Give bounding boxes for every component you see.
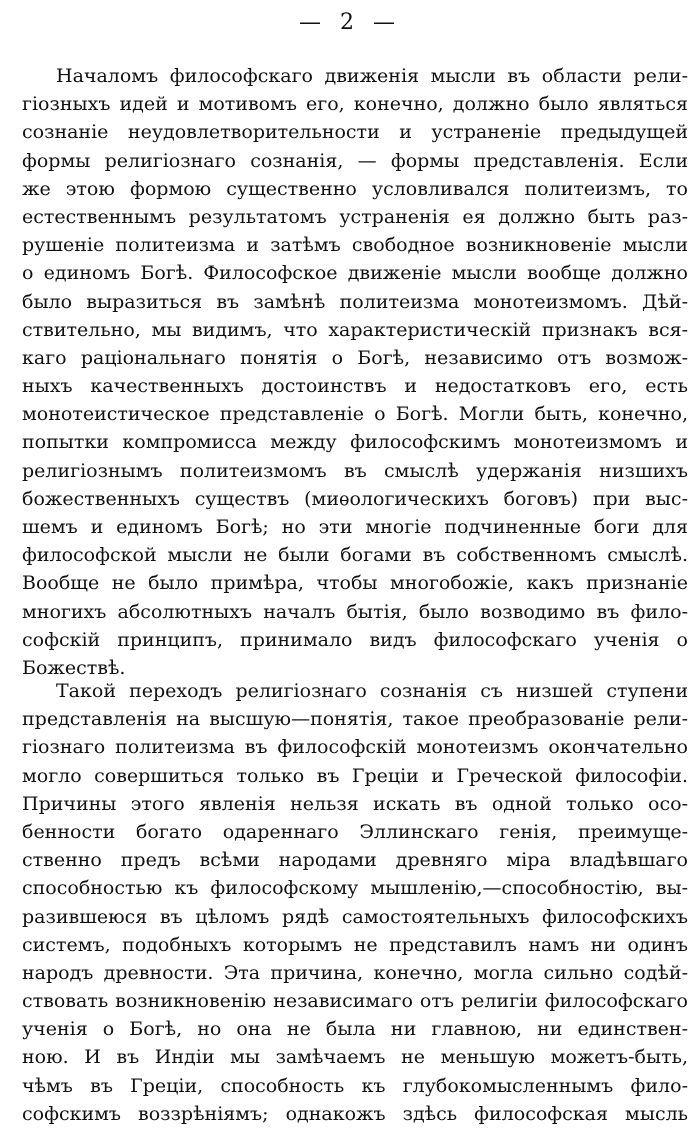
text-line: божественныхъ существъ (миѳологическихъ боговъ) при выс- xyxy=(22,487,688,510)
text-line: рушеніе политеизма и затѣмъ свободное возникновеніе мысли xyxy=(22,234,688,257)
text-line: Вообще не было примѣра, чтобы многобожіе, какъ признаніе xyxy=(22,572,688,595)
text-line: ствительно, мы видимъ, что характеристическій признакъ вся- xyxy=(22,318,688,341)
text-line: же этою формою существенно условливался политеизмъ, то xyxy=(22,177,688,200)
text-line: чѣмъ въ Греціи, способность къ глубокомысленнымъ фило- xyxy=(22,1074,688,1097)
paragraph-1 xyxy=(22,62,688,682)
text-line: софскій принципъ, принимало видъ философскаго ученія о xyxy=(22,628,688,651)
text-line: Началомъ философскаго движенія мысли въ области рели- xyxy=(56,65,688,87)
text-line: многихъ абсолютныхъ началъ бытія, было возводимо въ фило- xyxy=(22,600,688,623)
text-line: разившеюся въ цѣломъ рядѣ самостоятельныхъ философскихъ xyxy=(22,905,688,928)
text-line: Божествѣ. xyxy=(22,656,126,679)
paragraph-2 xyxy=(22,677,688,1128)
text-line: бенности богато одареннаго Эллинскаго генія, преимуще- xyxy=(22,820,688,843)
text-line: софскимъ воззрѣніямъ; однакожъ здѣсь философская мысль xyxy=(22,1102,688,1125)
text-line: ствовать возникновенію независимаго отъ религіи философскаго xyxy=(22,990,688,1013)
text-line: было выразиться въ замѣнѣ политеизма монотеизмомъ. Дѣй- xyxy=(22,290,688,313)
text-line: ною. И въ Индіи мы замѣчаемъ не меньшую можетъ-быть, xyxy=(22,1046,688,1069)
text-line: попытки компромисса между философскимъ монотеизмомъ и xyxy=(22,431,688,454)
text-line: монотеистическое представленіе о Богѣ. Могли быть, конечно, xyxy=(22,403,688,426)
text-line: ственно предъ всѣми народами древняго міра владѣвшаго xyxy=(22,849,688,872)
text-line: ныхъ качественныхъ достоинствъ и недостатковъ его, есть xyxy=(22,375,688,398)
text-line: шемъ и единомъ Богѣ; но эти многіе подчиненные боги для xyxy=(22,516,688,538)
text-line: философской мысли не были богами въ собственномъ смыслѣ. xyxy=(22,544,688,567)
text-line: ученія о Богѣ, но она не была ни главною, ни единствен- xyxy=(22,1018,688,1041)
text-line: представленія на высшую—понятія, такое преобразованіе рели- xyxy=(22,708,688,731)
text-line: сознаніе неудовлетворительности и устраненіе предыдущей xyxy=(22,121,688,144)
text-line: каго раціональнаго понятія о Богѣ, независимо отъ возмож- xyxy=(22,346,688,369)
text-line: системъ, подобныхъ которымъ не представилъ намъ ни одинъ xyxy=(22,933,688,956)
text-line: формы религіознаго сознанія, — формы представленія. Если xyxy=(22,149,688,172)
text-line: о единомъ Богѣ. Философское движеніе мысли вообще должно xyxy=(22,262,688,285)
text-line: гіозныхъ идей и мотивомъ его, конечно, должно было являться xyxy=(22,93,688,116)
text-line: естественнымъ результатомъ устраненія ея должно быть раз- xyxy=(22,205,688,228)
text-line: Причины этого явленія нельзя искать въ одной только осо- xyxy=(22,792,688,815)
page-number: — 2 — xyxy=(299,10,401,35)
text-line: религіознымъ политеизмомъ въ смыслѣ удержанія низшихъ xyxy=(22,459,688,482)
text-line: могло совершиться только въ Греціи и Греческой философіи. xyxy=(22,764,688,787)
text-line: способностью къ философскому мышленію,—способностію, вы- xyxy=(22,877,688,900)
text-line: Такой переходъ религіознаго сознанія съ низшей ступени xyxy=(56,680,688,702)
text-line: гіознаго политеизма въ философскій монотеизмъ окончательно xyxy=(22,736,688,759)
text-line: народъ древности. Эта причина, конечно, могла сильно содѣй- xyxy=(22,961,688,984)
